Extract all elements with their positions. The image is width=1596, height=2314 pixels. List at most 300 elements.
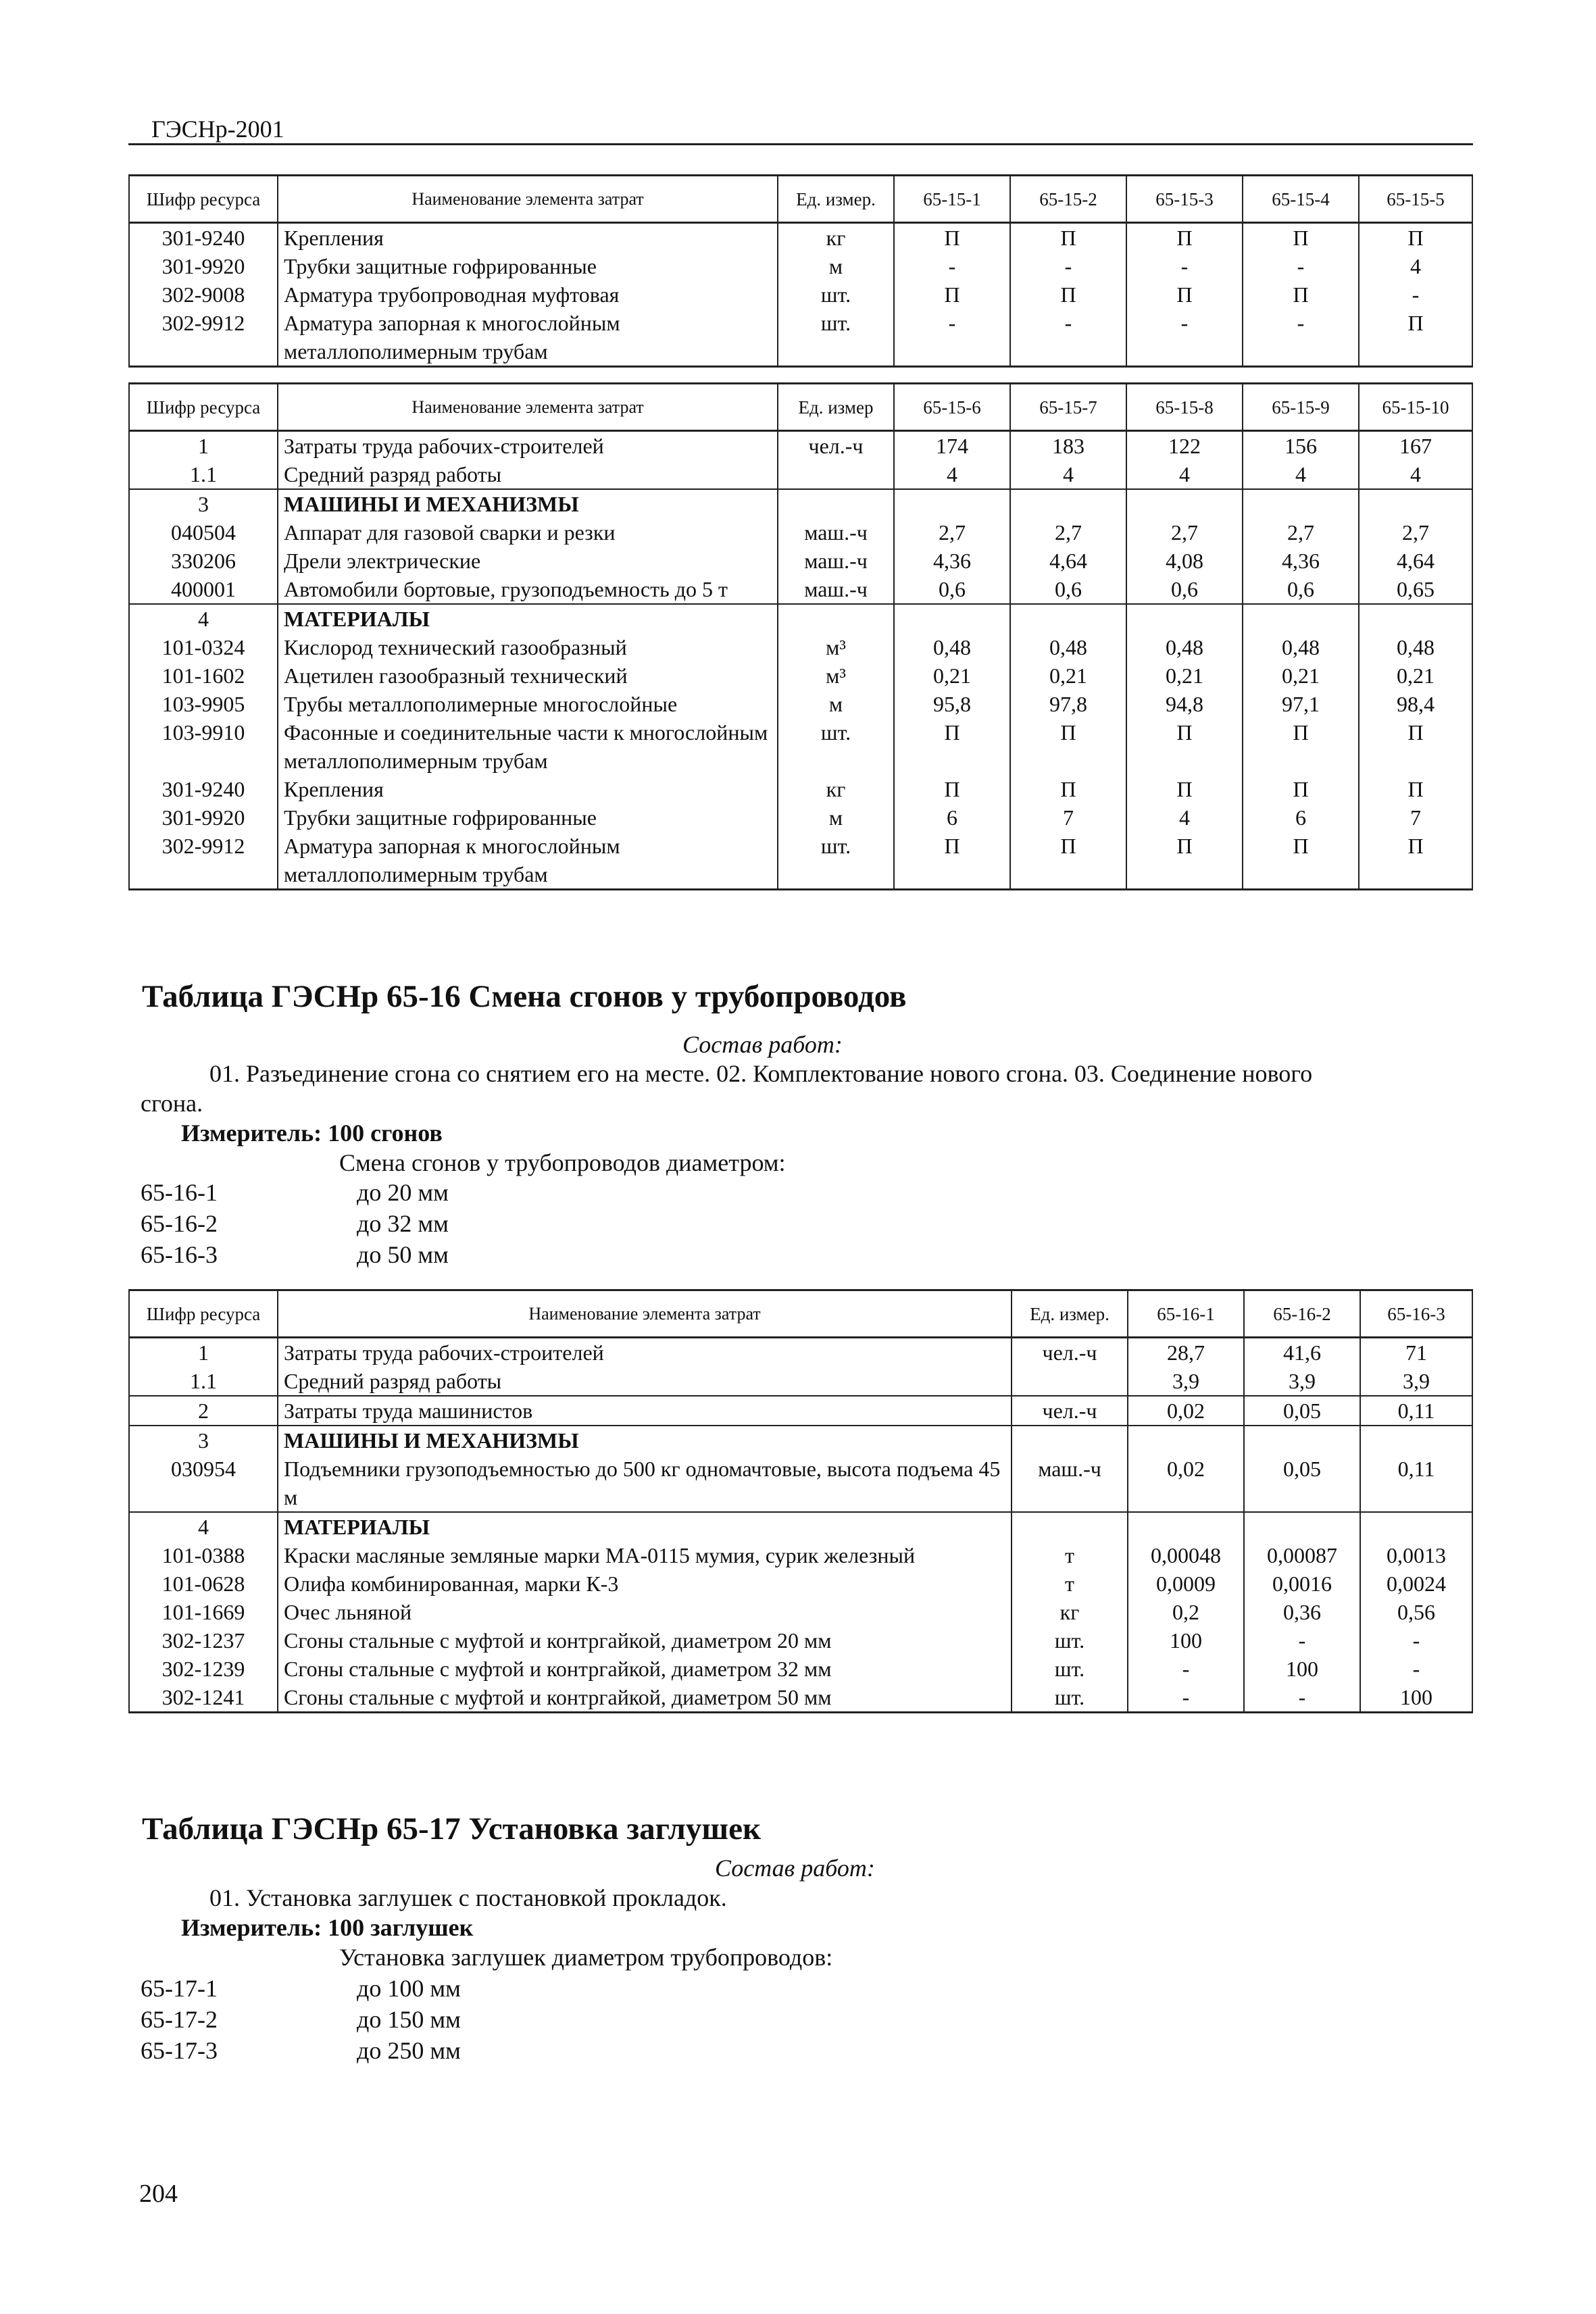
norm-value: 0,48 <box>1010 633 1126 661</box>
resource-code: 101-0324 <box>129 633 278 661</box>
unit <box>1012 1512 1128 1541</box>
norm-value: 183 <box>1010 431 1126 461</box>
norm-value: П <box>1243 832 1359 890</box>
resource-code: 1 <box>129 1338 278 1367</box>
element-name: Арматура запорная к многослойным металлополимерным трубам <box>278 832 778 890</box>
norm-value: 2,7 <box>1126 518 1243 547</box>
table-row <box>129 1512 1472 1541</box>
unit: шт. <box>778 832 894 890</box>
norm-value <box>1360 1426 1472 1455</box>
header-norm-6: 65-15-6 <box>894 384 1010 431</box>
composition-text-cont: сгона. <box>141 1090 203 1117</box>
resource-table-65-15-6-10 <box>128 382 1473 890</box>
norm-value: 4 <box>1359 252 1472 280</box>
element-name: Подъемники грузоподъемностью до 500 кг одномачтовые, высота подъема 45 м <box>278 1455 1012 1512</box>
table-header-row <box>129 176 1472 223</box>
norm-value: 0,36 <box>1244 1598 1360 1626</box>
table-row <box>129 1367 1472 1396</box>
norm-value: - <box>1128 1655 1244 1683</box>
norm-value: 0,48 <box>1243 633 1359 661</box>
norm-code: 65-16-1 <box>141 1179 218 1206</box>
norm-value: 71 <box>1360 1338 1472 1367</box>
element-name: Затраты труда рабочих-строителей <box>278 431 778 461</box>
norm-value: 4 <box>1359 460 1472 489</box>
resource-code: 330206 <box>129 547 278 575</box>
element-name: Арматура запорная к многослойным металлополимерным трубам <box>278 309 778 367</box>
norm-value: П <box>1010 280 1126 309</box>
norm-value: П <box>1126 832 1243 890</box>
norm-value: 3,9 <box>1128 1367 1244 1396</box>
norm-value: 4 <box>1126 460 1243 489</box>
norm-value: 4,36 <box>894 547 1010 575</box>
table-row <box>129 661 1472 690</box>
norm-value: 0,0024 <box>1360 1569 1472 1598</box>
element-name: Краски масляные земляные марки МА-0115 мумия, сурик железный <box>278 1541 1012 1569</box>
norm-value: П <box>894 223 1010 253</box>
norm-value: 0,6 <box>1010 575 1126 604</box>
unit <box>1012 1426 1128 1455</box>
table-row <box>129 604 1472 633</box>
composition-label: Состав работ: <box>682 1031 843 1058</box>
norm-value: - <box>1243 309 1359 367</box>
resource-code: 1 <box>129 431 278 461</box>
table-row <box>129 1396 1472 1426</box>
resource-code: 101-1669 <box>129 1598 278 1626</box>
norm-value: - <box>1244 1683 1360 1713</box>
element-name: Ацетилен газообразный технический <box>278 661 778 690</box>
header-rule <box>128 143 1473 145</box>
resource-table-65-15-1-5 <box>128 174 1473 368</box>
unit <box>778 460 894 489</box>
resource-code: 103-9910 <box>129 718 278 775</box>
unit: м <box>778 252 894 280</box>
element-name: Арматура трубопроводная муфтовая <box>278 280 778 309</box>
norm-value: 0,21 <box>1010 661 1126 690</box>
norm-group-subtitle: Установка заглушек диаметром трубопроводов: <box>339 1944 833 1971</box>
norm-diameter: до 150 мм <box>357 2006 461 2033</box>
norm-value: - <box>1128 1683 1244 1713</box>
element-name: МАШИНЫ И МЕХАНИЗМЫ <box>278 1426 1012 1455</box>
composition-text: 01. Разъединение сгона со снятием его на месте. 02. Комплектование нового сгона. 03. Соединение нового <box>209 1060 1313 1087</box>
header-norm-4: 65-15-4 <box>1243 176 1359 223</box>
norm-code: 65-17-3 <box>141 2037 218 2064</box>
norm-value: 7 <box>1010 803 1126 832</box>
header-norm-1: 65-15-1 <box>894 176 1010 223</box>
norm-value: 0,0016 <box>1244 1569 1360 1598</box>
header-norm-2: 65-16-2 <box>1244 1290 1360 1338</box>
element-name: Фасонные и соединительные части к многослойным металлополимерным трубам <box>278 718 778 775</box>
resource-code: 302-1239 <box>129 1655 278 1683</box>
table-row <box>129 309 1472 367</box>
table-row <box>129 1426 1472 1455</box>
norm-value: 2,7 <box>894 518 1010 547</box>
element-name: МАТЕРИАЛЫ <box>278 604 778 633</box>
norm-value: 4,36 <box>1243 547 1359 575</box>
norm-code: 65-16-3 <box>141 1241 218 1268</box>
norm-value: П <box>1010 223 1126 253</box>
resource-code: 400001 <box>129 575 278 604</box>
norm-value: П <box>894 775 1010 803</box>
element-name: Затраты труда рабочих-строителей <box>278 1338 1012 1367</box>
norm-value: 0,48 <box>1359 633 1472 661</box>
header-resource-code: Шифр ресурса <box>129 1290 278 1338</box>
norm-value: 2,7 <box>1010 518 1126 547</box>
norm-diameter: до 20 мм <box>357 1179 449 1206</box>
norm-value: 4 <box>1243 460 1359 489</box>
norm-value: 0,6 <box>1126 575 1243 604</box>
norm-value: 4 <box>1010 460 1126 489</box>
header-norm-3: 65-16-3 <box>1360 1290 1472 1338</box>
norm-value: 4,08 <box>1126 547 1243 575</box>
resource-code: 301-9240 <box>129 223 278 253</box>
norm-value: 6 <box>1243 803 1359 832</box>
meter-unit: Измеритель: 100 сгонов <box>181 1120 443 1147</box>
header-norm-2: 65-15-2 <box>1010 176 1126 223</box>
norm-value: 0,2 <box>1128 1598 1244 1626</box>
norm-value: 0,48 <box>1126 633 1243 661</box>
norm-value: 4,64 <box>1359 547 1472 575</box>
element-name: МАШИНЫ И МЕХАНИЗМЫ <box>278 489 778 518</box>
norm-value <box>1243 604 1359 633</box>
resource-code: 301-9920 <box>129 803 278 832</box>
table-row <box>129 690 1472 718</box>
norm-code: 65-17-1 <box>141 1975 218 2002</box>
table-row <box>129 575 1472 604</box>
norm-value: 0,11 <box>1360 1455 1472 1512</box>
unit: кг <box>778 223 894 253</box>
norm-value: - <box>1360 1655 1472 1683</box>
norm-value: - <box>1126 252 1243 280</box>
norm-value: 0,11 <box>1360 1396 1472 1426</box>
norm-value: - <box>1244 1626 1360 1655</box>
norm-value: П <box>1359 775 1472 803</box>
norm-value: 0,56 <box>1360 1598 1472 1626</box>
table-row <box>129 775 1472 803</box>
table-row <box>129 223 1472 253</box>
norm-value: 3,9 <box>1360 1367 1472 1396</box>
norm-value: 0,02 <box>1128 1455 1244 1512</box>
element-name: МАТЕРИАЛЫ <box>278 1512 1012 1541</box>
resource-code: 301-9920 <box>129 252 278 280</box>
norm-value: 28,7 <box>1128 1338 1244 1367</box>
table-row <box>129 1338 1472 1367</box>
norm-value: 0,05 <box>1244 1455 1360 1512</box>
table-row <box>129 518 1472 547</box>
unit: маш.-ч <box>778 547 894 575</box>
norm-value: П <box>1126 718 1243 775</box>
norm-value: 3,9 <box>1244 1367 1360 1396</box>
norm-value: П <box>1010 718 1126 775</box>
header-element-name: Наименование элемента затрат <box>278 176 778 223</box>
unit: т <box>1012 1569 1128 1598</box>
table-row <box>129 280 1472 309</box>
element-name: Затраты труда машинистов <box>278 1396 1012 1426</box>
norm-value: П <box>1243 280 1359 309</box>
norm-value: 0,21 <box>1359 661 1472 690</box>
norm-value: 156 <box>1243 431 1359 461</box>
resource-code: 3 <box>129 489 278 518</box>
norm-value: 122 <box>1126 431 1243 461</box>
norm-value <box>894 604 1010 633</box>
element-name: Очес льняной <box>278 1598 1012 1626</box>
header-norm-8: 65-15-8 <box>1126 384 1243 431</box>
norm-value: 2,7 <box>1359 518 1472 547</box>
table-header-row <box>129 384 1472 431</box>
norm-value: П <box>1126 280 1243 309</box>
norm-value: - <box>894 309 1010 367</box>
norm-value <box>1360 1512 1472 1541</box>
table-row <box>129 1598 1472 1626</box>
unit: м <box>778 690 894 718</box>
norm-value: П <box>894 718 1010 775</box>
unit: м³ <box>778 633 894 661</box>
unit: т <box>1012 1541 1128 1569</box>
norm-value: 0,65 <box>1359 575 1472 604</box>
header-unit: Ед. измер. <box>1012 1290 1128 1338</box>
element-name: Трубки защитные гофрированные <box>278 803 778 832</box>
norm-value: 100 <box>1128 1626 1244 1655</box>
norm-value: 94,8 <box>1126 690 1243 718</box>
norm-value: П <box>1359 223 1472 253</box>
unit: маш.-ч <box>778 575 894 604</box>
unit: м³ <box>778 661 894 690</box>
norm-value: 100 <box>1360 1683 1472 1713</box>
table-row <box>129 1455 1472 1512</box>
header-resource-code: Шифр ресурса <box>129 384 278 431</box>
norm-value: 0,21 <box>1243 661 1359 690</box>
resource-code: 3 <box>129 1426 278 1455</box>
unit: шт. <box>1012 1626 1128 1655</box>
element-name: Автомобили бортовые, грузоподъемность до 5 т <box>278 575 778 604</box>
norm-value: 4 <box>1126 803 1243 832</box>
norm-value: 97,8 <box>1010 690 1126 718</box>
element-name: Трубы металлополимерные многослойные <box>278 690 778 718</box>
norm-value: 0,00087 <box>1244 1541 1360 1569</box>
norm-code: 65-16-2 <box>141 1210 218 1237</box>
norm-value <box>1244 1426 1360 1455</box>
unit: кг <box>778 775 894 803</box>
norm-value <box>1010 604 1126 633</box>
header-resource-code: Шифр ресурса <box>129 176 278 223</box>
table-row <box>129 633 1472 661</box>
norm-value <box>1126 604 1243 633</box>
resource-code: 302-9912 <box>129 309 278 367</box>
resource-code: 1.1 <box>129 460 278 489</box>
table-row <box>129 489 1472 518</box>
table-header-row <box>129 1290 1472 1338</box>
running-head: ГЭСНр-2001 <box>151 116 284 143</box>
norm-value: - <box>1243 252 1359 280</box>
unit <box>1012 1367 1128 1396</box>
resource-table-65-16 <box>128 1289 1473 1713</box>
meter-unit: Измеритель: 100 заглушек <box>181 1914 474 1941</box>
norm-value: - <box>1126 309 1243 367</box>
unit <box>778 489 894 518</box>
element-name: Сгоны стальные с муфтой и контргайкой, диаметром 50 мм <box>278 1683 1012 1713</box>
resource-code: 1.1 <box>129 1367 278 1396</box>
norm-value: 0,0009 <box>1128 1569 1244 1598</box>
table-65-17-title: Таблица ГЭСНр 65-17 Установка заглушек <box>142 1811 762 1846</box>
composition-label: Состав работ: <box>715 1855 875 1882</box>
norm-value: 0,6 <box>1243 575 1359 604</box>
norm-value: П <box>1359 718 1472 775</box>
unit: маш.-ч <box>778 518 894 547</box>
norm-value: 0,0013 <box>1360 1541 1472 1569</box>
norm-value <box>1244 1512 1360 1541</box>
resource-code: 103-9905 <box>129 690 278 718</box>
header-norm-3: 65-15-3 <box>1126 176 1243 223</box>
norm-value: - <box>1010 252 1126 280</box>
unit: чел.-ч <box>1012 1396 1128 1426</box>
resource-code: 4 <box>129 604 278 633</box>
norm-value: 95,8 <box>894 690 1010 718</box>
table-row <box>129 718 1472 775</box>
unit: шт. <box>778 309 894 367</box>
table-row <box>129 252 1472 280</box>
norm-value: 174 <box>894 431 1010 461</box>
norm-value: П <box>1243 223 1359 253</box>
norm-value <box>1243 489 1359 518</box>
norm-value: 0,00048 <box>1128 1541 1244 1569</box>
norm-value: 2,7 <box>1243 518 1359 547</box>
table-row <box>129 547 1472 575</box>
norm-value: 41,6 <box>1244 1338 1360 1367</box>
table-row <box>129 431 1472 461</box>
norm-value <box>1126 489 1243 518</box>
element-name: Трубки защитные гофрированные <box>278 252 778 280</box>
resource-code: 301-9240 <box>129 775 278 803</box>
norm-value: - <box>1360 1626 1472 1655</box>
unit <box>778 604 894 633</box>
norm-diameter: до 32 мм <box>357 1210 449 1237</box>
norm-value: П <box>1126 775 1243 803</box>
element-name: Крепления <box>278 223 778 253</box>
norm-value: 167 <box>1359 431 1472 461</box>
table-row <box>129 803 1472 832</box>
unit: кг <box>1012 1598 1128 1626</box>
norm-value <box>1359 604 1472 633</box>
element-name: Сгоны стальные с муфтой и контргайкой, диаметром 32 мм <box>278 1655 1012 1683</box>
norm-value: 97,1 <box>1243 690 1359 718</box>
resource-code: 101-0628 <box>129 1569 278 1598</box>
norm-group-subtitle: Смена сгонов у трубопроводов диаметром: <box>339 1149 786 1176</box>
element-name: Средний разряд работы <box>278 460 778 489</box>
norm-value <box>1359 489 1472 518</box>
element-name: Дрели электрические <box>278 547 778 575</box>
norm-value: 0,05 <box>1244 1396 1360 1426</box>
resource-code: 101-0388 <box>129 1541 278 1569</box>
unit: шт. <box>778 718 894 775</box>
resource-code: 040504 <box>129 518 278 547</box>
unit: шт. <box>1012 1655 1128 1683</box>
resource-code: 302-9912 <box>129 832 278 890</box>
unit: шт. <box>778 280 894 309</box>
norm-value: П <box>1243 775 1359 803</box>
norm-value: - <box>894 252 1010 280</box>
header-unit: Ед. измер <box>778 384 894 431</box>
header-unit: Ед. измер. <box>778 176 894 223</box>
header-element-name: Наименование элемента затрат <box>278 1290 1012 1338</box>
norm-value: 0,48 <box>894 633 1010 661</box>
unit: чел.-ч <box>1012 1338 1128 1367</box>
unit: маш.-ч <box>1012 1455 1128 1512</box>
norm-value: 100 <box>1244 1655 1360 1683</box>
norm-value: - <box>1010 309 1126 367</box>
unit: м <box>778 803 894 832</box>
norm-value: - <box>1359 280 1472 309</box>
element-name: Олифа комбинированная, марки К-3 <box>278 1569 1012 1598</box>
norm-value: П <box>894 832 1010 890</box>
norm-diameter: до 250 мм <box>357 2037 461 2064</box>
header-norm-9: 65-15-9 <box>1243 384 1359 431</box>
resource-code: 302-1237 <box>129 1626 278 1655</box>
header-element-name: Наименование элемента затрат <box>278 384 778 431</box>
norm-value: П <box>1359 309 1472 367</box>
table-row <box>129 1655 1472 1683</box>
norm-value: П <box>1010 775 1126 803</box>
element-name: Крепления <box>278 775 778 803</box>
norm-value <box>1128 1512 1244 1541</box>
resource-code: 2 <box>129 1396 278 1426</box>
table-row <box>129 1541 1472 1569</box>
unit: шт. <box>1012 1683 1128 1713</box>
norm-value: 0,6 <box>894 575 1010 604</box>
resource-code: 302-9008 <box>129 280 278 309</box>
table-65-16-title: Таблица ГЭСНр 65-16 Смена сгонов у трубопроводов <box>142 979 907 1014</box>
norm-value: П <box>1243 718 1359 775</box>
norm-value: П <box>1359 832 1472 890</box>
header-norm-1: 65-16-1 <box>1128 1290 1244 1338</box>
resource-code: 4 <box>129 1512 278 1541</box>
element-name: Аппарат для газовой сварки и резки <box>278 518 778 547</box>
unit: чел.-ч <box>778 431 894 461</box>
norm-value: 4 <box>894 460 1010 489</box>
norm-value: 4,64 <box>1010 547 1126 575</box>
resource-code: 030954 <box>129 1455 278 1512</box>
resource-code: 302-1241 <box>129 1683 278 1713</box>
norm-value: П <box>1010 832 1126 890</box>
norm-diameter: до 100 мм <box>357 1975 461 2002</box>
table-row <box>129 832 1472 890</box>
header-norm-7: 65-15-7 <box>1010 384 1126 431</box>
norm-value: 6 <box>894 803 1010 832</box>
header-norm-5: 65-15-5 <box>1359 176 1472 223</box>
norm-value: П <box>894 280 1010 309</box>
norm-value: 7 <box>1359 803 1472 832</box>
resource-code: 101-1602 <box>129 661 278 690</box>
table-row <box>129 1683 1472 1713</box>
composition-text: 01. Установка заглушек с постановкой прокладок. <box>209 1884 727 1911</box>
norm-value: 0,21 <box>894 661 1010 690</box>
element-name: Средний разряд работы <box>278 1367 1012 1396</box>
page-number: 204 <box>139 2180 178 2208</box>
norm-value: П <box>1126 223 1243 253</box>
header-norm-10: 65-15-10 <box>1359 384 1472 431</box>
norm-value <box>894 489 1010 518</box>
norm-value: 98,4 <box>1359 690 1472 718</box>
element-name: Сгоны стальные с муфтой и контргайкой, диаметром 20 мм <box>278 1626 1012 1655</box>
table-row <box>129 460 1472 489</box>
norm-diameter: до 50 мм <box>357 1241 449 1268</box>
norm-code: 65-17-2 <box>141 2006 218 2033</box>
norm-value: 0,21 <box>1126 661 1243 690</box>
norm-value <box>1128 1426 1244 1455</box>
norm-value <box>1010 489 1126 518</box>
table-row <box>129 1569 1472 1598</box>
norm-value: 0,02 <box>1128 1396 1244 1426</box>
table-row <box>129 1626 1472 1655</box>
element-name: Кислород технический газообразный <box>278 633 778 661</box>
